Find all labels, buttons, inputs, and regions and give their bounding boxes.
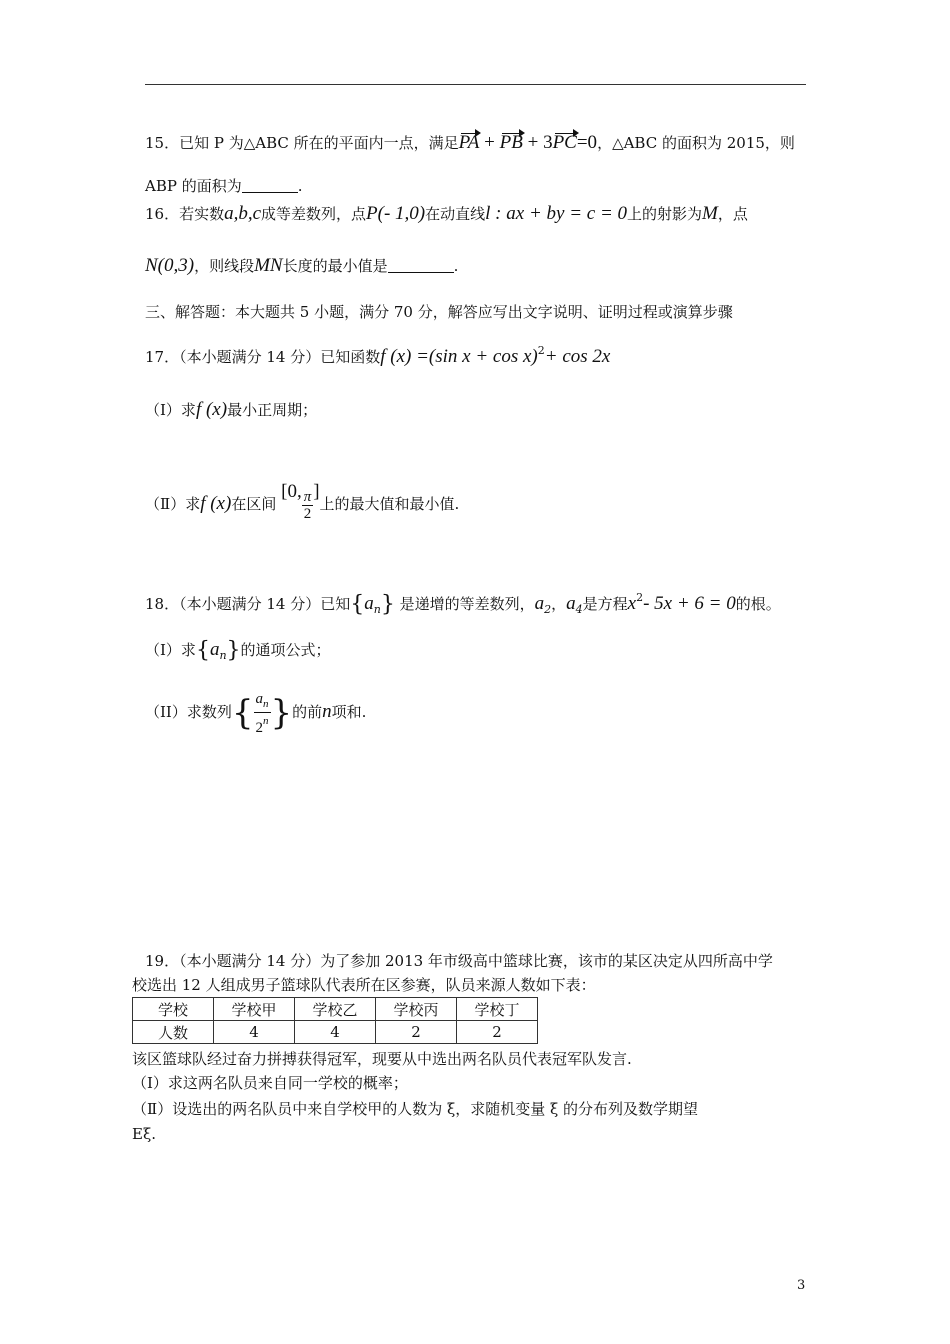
q19-line3: 该区篮球队经过奋力拼搏获得冠军，现要从中选出两名队员代表冠军队发言.	[132, 1050, 632, 1068]
q18-intro: 18．（本小题满分 14 分）已知$\{a_n\}$ 是递增的等差数列，$a_2$，$a_4$是方程$x^2-$ 5x + 6 = 0的根。	[145, 591, 781, 617]
q17-part2: （Ⅱ）求f (x)在区间 [0, $\frac{\pi}{2}$ ]上的最大值和最小值.	[145, 481, 460, 522]
an-over-2n: $\frac{a_n}{2^n}$	[255, 690, 269, 736]
header-rule	[145, 84, 806, 85]
answer-blank	[388, 258, 454, 273]
table-header-row: 学校 学校甲 学校乙 学校丙 学校丁	[133, 998, 538, 1021]
q19-line2: 校选出 12 人组成男子篮球队代表所在区参赛，队员来源人数如下表：	[132, 976, 596, 994]
school-table	[132, 997, 538, 1044]
q17-part1: （Ⅰ）求f (x)最小正周期；	[145, 399, 318, 420]
vector-pb: PB	[499, 132, 523, 153]
q16-line2: N(0,3)，则线段MN长度的最小值是 .	[145, 255, 459, 276]
q15-line1: 15．已知 P 为△ABC 所在的平面内一点，满足PA + PB + 3PC=0，△ABC 的面积为 2015，则	[145, 132, 795, 153]
q19-line6: Eξ.	[132, 1125, 156, 1143]
section-heading: 三、解答题：本大题共 5 小题，满分 70 分，解答应写出文字说明、证明过程或演算步骤	[145, 303, 733, 321]
q18-part1: （I）求$\{a_n\}$的通项公式；	[145, 638, 331, 663]
pi-over-2: $\frac{\pi}{2}$	[303, 488, 312, 522]
q15-line2: ABP 的面积为 .	[145, 177, 303, 195]
q19-line1: 19．（本小题满分 14 分）为了参加 2013 年市级高中篮球比赛，该市的某区决定从四所高中学	[145, 952, 773, 970]
q18-part2: （II）求数列{ $\frac{a_n}{2^n}$ }的前n项和.	[145, 690, 367, 736]
vector-pa: PA	[458, 132, 480, 153]
q17-intro: 17．（本小题满分 14 分）已知函数f (x) =(sin x + cos x)$^2$+ cos 2x	[145, 344, 611, 367]
page-number: 3	[797, 1278, 806, 1293]
q19-line4: （Ⅰ）求这两名队员来自同一学校的概率；	[132, 1074, 408, 1092]
answer-blank	[242, 178, 298, 193]
vector-pc: PC	[552, 132, 577, 153]
q16-line1: 16．若实数a,b,c成等差数列，点P(- 1,0)在动直线l : ax + by = c = 0上的射影为M，点	[145, 203, 748, 224]
table-row: 人数 4 4 2 2	[133, 1021, 538, 1044]
q19-line5: （Ⅱ）设选出的两名队员中来自学校甲的人数为 ξ，求随机变量 ξ 的分布列及数学期望	[132, 1100, 699, 1118]
